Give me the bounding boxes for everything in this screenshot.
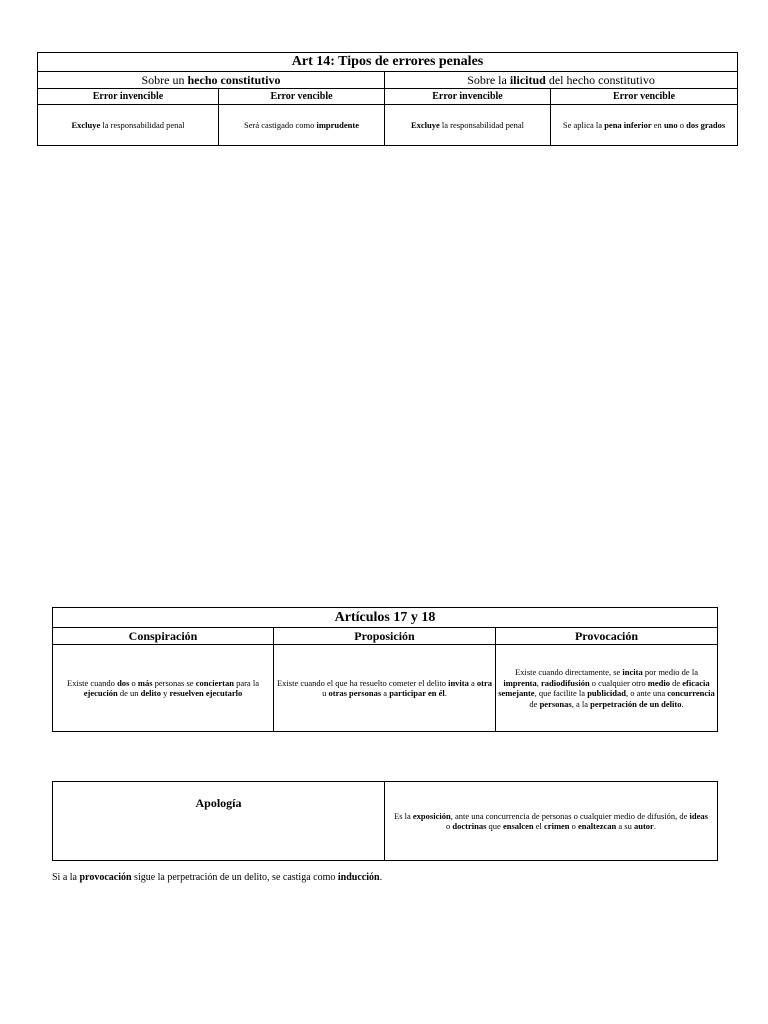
art14-group-ilicitud: Sobre la ilicitud del hecho constitutivo bbox=[385, 72, 738, 89]
bold-text: conciertan bbox=[195, 677, 234, 688]
bold-text: uno bbox=[663, 120, 678, 130]
art14-table bbox=[37, 52, 738, 146]
text-run: Existe cuando bbox=[67, 677, 118, 688]
art14-cell-2 bbox=[219, 105, 385, 146]
text-run: de un bbox=[117, 688, 141, 698]
text-run: o bbox=[129, 677, 138, 688]
bold-text: ejecución bbox=[83, 688, 118, 698]
text-run: o cualquier otro bbox=[589, 677, 648, 688]
text-run: la responsabilidad penal bbox=[100, 120, 185, 130]
text-run: de bbox=[529, 698, 540, 709]
text-run: a bbox=[468, 677, 477, 688]
text-run: Será castigado como bbox=[244, 120, 317, 130]
text-run: , o ante una bbox=[625, 688, 668, 698]
text-run: sigue la perpetración de un delito, se castiga como bbox=[131, 872, 338, 883]
bold-text: inducción bbox=[337, 872, 380, 883]
bold-text: otra bbox=[476, 677, 493, 688]
art1718-cell-conspiracion bbox=[53, 645, 274, 732]
text-run: , que facilite la bbox=[534, 688, 588, 698]
bold-text: radiodifusión bbox=[541, 677, 590, 688]
text-run: o bbox=[677, 120, 687, 130]
text-run: a su bbox=[616, 821, 634, 831]
text-run: Existe cuando directamente, se bbox=[515, 667, 623, 677]
bold-text: imprenta bbox=[503, 677, 537, 688]
text-run: de bbox=[669, 677, 683, 688]
text-run: que bbox=[486, 821, 503, 831]
induccion-note bbox=[52, 872, 382, 883]
text-run: y bbox=[160, 688, 170, 698]
text-run: . bbox=[681, 698, 684, 709]
bold-text: Excluye bbox=[410, 120, 440, 130]
text-run: para la bbox=[233, 677, 259, 688]
text-run: . bbox=[444, 688, 447, 698]
text-run: a bbox=[381, 688, 390, 698]
bold-text: provocación bbox=[79, 872, 132, 883]
text-run: , ante una concurrencia de personas o cualquier medio de difusión, de bbox=[450, 810, 690, 821]
bold-text: doctrinas bbox=[452, 821, 487, 831]
text-run: Se aplica la bbox=[562, 120, 605, 130]
art1718-cell-proposicion bbox=[274, 645, 496, 732]
bold-text: exposición bbox=[412, 810, 451, 821]
bold-text: enaltezcan bbox=[578, 821, 617, 831]
bold-text: eficacia semejante bbox=[498, 677, 710, 698]
text-run: , a la bbox=[571, 698, 591, 709]
apologia-description bbox=[385, 782, 718, 861]
art1718-header-conspiracion: Conspiración bbox=[53, 628, 274, 645]
text-run: la responsabilidad penal bbox=[439, 120, 525, 130]
bold-text: perpetración de un delito bbox=[590, 698, 682, 709]
bold-text: publicidad bbox=[587, 688, 626, 698]
text-run: o bbox=[446, 821, 453, 831]
apologia-label: Apología bbox=[53, 782, 385, 861]
apologia-table bbox=[52, 781, 718, 861]
bold-text: dos bbox=[117, 677, 130, 688]
bold-text: más bbox=[137, 677, 153, 688]
text-run: el bbox=[533, 821, 545, 831]
bold-text: ensalcen bbox=[502, 821, 534, 831]
art14-header-1: Error invencible bbox=[38, 89, 219, 105]
bold-text: dos grados bbox=[686, 120, 726, 130]
bold-text: imprudente bbox=[316, 120, 359, 130]
text-run: u bbox=[322, 688, 329, 698]
bold-text: personas bbox=[539, 698, 572, 709]
art1718-header-proposicion: Proposición bbox=[274, 628, 496, 645]
bold-text: crimen bbox=[544, 821, 570, 831]
text-run: Existe cuando el que ha resuelto cometer el delito bbox=[276, 677, 449, 688]
bold-text: autor bbox=[634, 821, 654, 831]
bold-text: ideas bbox=[689, 810, 708, 821]
text-run: Si a la bbox=[52, 872, 80, 883]
art14-header-4: Error vencible bbox=[551, 89, 738, 105]
art1718-table bbox=[52, 607, 718, 732]
art14-header-2: Error vencible bbox=[219, 89, 385, 105]
text-run: por medio de la bbox=[642, 667, 698, 677]
text-run: en bbox=[651, 120, 664, 130]
text-run: . bbox=[653, 821, 656, 831]
art14-title: Art 14: Tipos de errores penales bbox=[38, 53, 738, 72]
bold-text: invita bbox=[448, 677, 469, 688]
bold-text: pena inferior bbox=[604, 120, 652, 130]
text-run: o bbox=[569, 821, 579, 831]
art14-group-hecho: Sobre un hecho constitutivo bbox=[38, 72, 385, 89]
bold-text: incita bbox=[622, 667, 643, 677]
art1718-header-provocacion: Provocación bbox=[496, 628, 718, 645]
text-run: . bbox=[379, 872, 383, 883]
art1718-cell-provocacion bbox=[496, 645, 718, 732]
text-run: , bbox=[536, 677, 542, 688]
bold-text: otras personas bbox=[328, 688, 382, 698]
text-run: personas se bbox=[152, 677, 196, 688]
bold-text: participar en él bbox=[389, 688, 445, 698]
bold-text: concurrencia bbox=[667, 688, 715, 698]
bold-text: resuelven ejecutarlo bbox=[169, 688, 243, 698]
bold-text: medio bbox=[647, 677, 670, 688]
art1718-title: Artículos 17 y 18 bbox=[53, 608, 718, 628]
art14-cell-4 bbox=[551, 105, 738, 146]
art14-cell-1 bbox=[38, 105, 219, 146]
bold-text: delito bbox=[140, 688, 161, 698]
text-run: Es la bbox=[394, 810, 413, 821]
bold-text: Excluye bbox=[71, 120, 101, 130]
art14-cell-3 bbox=[385, 105, 551, 146]
art14-header-3: Error invencible bbox=[385, 89, 551, 105]
